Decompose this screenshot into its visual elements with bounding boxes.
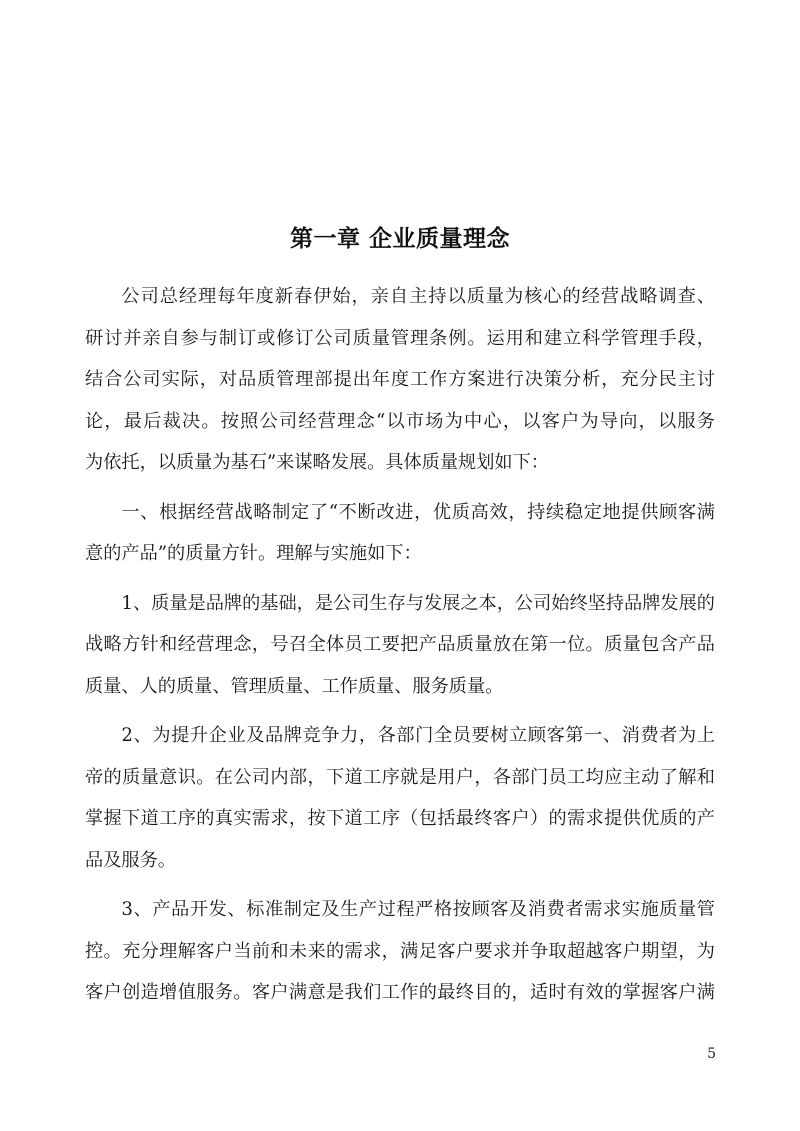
text-line: 客户创造增值服务。客户满意是我们工作的最终目的，适时有效的掌握客户满 — [85, 982, 715, 1003]
text-line: 质量、人的质量、管理质量、工作质量、服务质量。 — [85, 675, 504, 697]
text-line: 一、根据经营战略制定了“不断改进，优质高效，持续稳定地提供顾客满 — [121, 501, 715, 523]
paragraph — [85, 715, 715, 881]
text-line: 为依托，以质量为基石”来谋略发展。具体质量规划如下： — [85, 452, 549, 473]
text-line: 论，最后裁决。按照公司经营理念“以市场为中心，以客户为导向，以服务 — [85, 410, 715, 432]
text-line: 品及服务。 — [85, 849, 176, 871]
text-line: 意的产品”的质量方针。理解与实施如下： — [85, 543, 422, 564]
page-number: 5 — [707, 1046, 716, 1062]
document-body — [85, 224, 715, 1022]
text-line: 掌握下道工序的真实需求，按下道工序（包括最终客户）的需求提供优质的产 — [85, 808, 715, 829]
text-line: 2、为提升企业及品牌竞争力，各部门全员要树立顾客第一、消费者为上 — [121, 725, 715, 746]
text-line: 公司总经理每年度新春伊始，亲自主持以质量为核心的经营战略调查、 — [121, 286, 715, 307]
text-line: 控。充分理解客户当前和未来的需求，满足客户要求并争取超越客户期望，为 — [85, 940, 715, 962]
paragraphs-container — [85, 276, 715, 1014]
paragraph — [85, 583, 715, 708]
paragraph — [85, 276, 715, 484]
text-line: 帝的质量意识。在公司内部，下道工序就是用户，各部门员工均应主动了解和 — [85, 766, 715, 788]
paragraph — [85, 889, 715, 1014]
paragraph — [85, 492, 715, 575]
text-line: 战略方针和经营理念，号召全体员工要把产品质量放在第一位。质量包含产品 — [85, 634, 715, 655]
text-line: 结合公司实际，对品质管理部提出年度工作方案进行决策分析，充分民主讨 — [85, 369, 715, 390]
text-line: 研讨并亲自参与制订或修订公司质量管理条例。运用和建立科学管理手段， — [85, 327, 715, 349]
chapter-title: 第一章 企业质量理念 — [289, 225, 510, 252]
text-line: 1、质量是品牌的基础，是公司生存与发展之本，公司始终坚持品牌发展的 — [121, 592, 715, 614]
text-line: 3、产品开发、标准制定及生产过程严格按顾客及消费者需求实施质量管 — [121, 899, 715, 920]
